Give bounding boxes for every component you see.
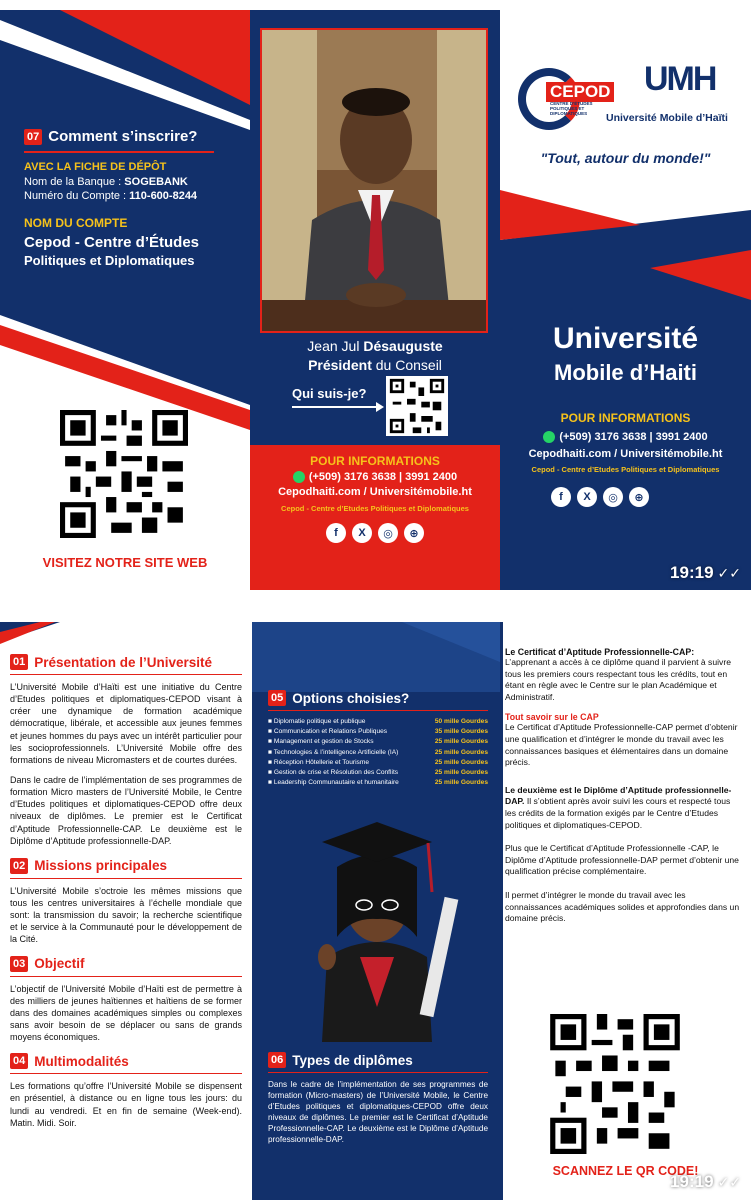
- bank-value: SOGEBANK: [124, 176, 188, 188]
- facebook-icon[interactable]: f: [551, 487, 571, 507]
- info-box: [250, 442, 500, 590]
- option-row: [268, 717, 488, 727]
- option-price: 25 mille Gourdes: [434, 758, 488, 766]
- x-icon[interactable]: X: [577, 487, 597, 507]
- option-name: Réception Hôtellerie et Tourisme: [273, 758, 369, 766]
- time-text: 19:19: [670, 1172, 714, 1191]
- section-presentation-heading: [10, 654, 242, 670]
- instagram-icon[interactable]: ◎: [378, 523, 398, 543]
- account-name-line2: Politiques et Diplomatiques: [24, 253, 195, 268]
- option-row: [268, 748, 488, 758]
- cover-phone-line: [500, 431, 751, 443]
- presentation-paragraph-2: Dans le cadre de l’implémentation de ses programmes de formation Micro masters de l’Université Mobile, le Centre d’Etudes politiques et diplomatiques-CEPOD offre deux niveaux de diplômes. Le premier est le Certificat d’Aptitude Professionnelle-CAP. Le deuxième est le Diplôme d’Aptitude professionnelle-DAP.: [10, 774, 242, 846]
- bullet-icon: ■: [268, 779, 274, 787]
- bullet-icon: ■: [268, 728, 274, 736]
- logo-umh: UMH: [644, 60, 716, 98]
- whatsapp-icon: [293, 471, 305, 483]
- cap-paragraph: L’apprenant a accès à ce diplôme quand il parvient à suivre tous les premiers cours respectant tous les crédits, tout en étant en règle avec le Centre sur le plan Académique et Administratif.: [505, 657, 731, 702]
- cover-info-title: POUR INFORMATIONS: [560, 411, 691, 425]
- bullet-icon: ■: [268, 758, 274, 766]
- option-row: [268, 768, 488, 778]
- read-check-icon: ✓✓: [717, 564, 741, 581]
- objective-paragraph: L’objectif de l’Université Mobile d’Haïti est de permettre à des milliers de jeunes haïtiennes et haïtiens de se former dans des domaines académiques simples ou complexes sans avoir besoin de se déplacer ou sans de grands moyens économiques.: [10, 983, 242, 1043]
- section-number: 07: [24, 129, 42, 145]
- panel-president: [250, 10, 500, 590]
- logo-subtitle: CENTRE D’ÉTUDES POLITIQUES ET DIPLOMATIQUES: [550, 101, 593, 116]
- info-title: POUR INFORMATIONS: [310, 454, 440, 468]
- globe-icon[interactable]: ⊕: [629, 487, 649, 507]
- president-qr-code[interactable]: [386, 376, 448, 436]
- section-title: Présentation de l’Université: [34, 654, 213, 670]
- section-title: Types de diplômes: [292, 1052, 413, 1068]
- missions-paragraph: L’Université Mobile s’octroie les mêmes missions que tous les centres universitaires à l’échelle mondiale que sont: la transmission du savoir; la recherche scientifique et le service à la Communauté pour le développement de la Cité.: [10, 885, 242, 945]
- president-last-name: Désauguste: [363, 338, 443, 354]
- graduate-photo: [282, 807, 472, 1042]
- option-name: Technologies & l’intelligence Artificielle (IA): [273, 748, 399, 756]
- account-line: [24, 190, 239, 202]
- option-name: Diplomatie politique et publique: [273, 718, 366, 725]
- instagram-icon[interactable]: ◎: [603, 487, 623, 507]
- section-title: Comment s’inscrire?: [48, 128, 198, 145]
- section-number: 02: [10, 858, 28, 874]
- cover-tagline: Cepod - Centre d’Etudes Politiques et Diplomatiques: [531, 465, 720, 474]
- option-price: 35 mille Gourdes: [434, 728, 488, 736]
- read-check-icon: ✓✓: [717, 1173, 741, 1190]
- divider: [268, 1072, 488, 1073]
- dap-bold: Le deuxième est le Diplôme d’Aptitude professionnelle-DAP.: [505, 784, 732, 807]
- section-objective-heading: [10, 956, 242, 972]
- panel-registration: [0, 10, 250, 590]
- option-name: Leadership Communautaire et humanitaire: [273, 779, 399, 787]
- option-row: [268, 737, 488, 747]
- panel-cover: [500, 10, 751, 590]
- column-border: [500, 622, 503, 1200]
- multimodal-paragraph: Les formations qu’offre l’Université Mobile se dispensent en présentiel, à distance ou en ligne tous les jours: du lundi au vendredi. Et en fin de semaine (Week-end). Matin. Midi. Soir.: [10, 1081, 242, 1128]
- message-timestamp: [670, 563, 741, 583]
- section-number: 05: [268, 690, 286, 706]
- option-price: 25 mille Gourdes: [434, 748, 488, 756]
- cepod-tagline: Cepod - Centre d’Etudes Politiques et Diplomatiques: [281, 504, 469, 513]
- arrow-icon: [292, 406, 382, 408]
- dap-paragraph: [505, 785, 741, 831]
- scan-qr-code[interactable]: [550, 1014, 680, 1154]
- cap-title: Le Certificat d’Aptitude Professionnelle-CAP:: [505, 647, 695, 657]
- president-name: [250, 338, 500, 354]
- message-timestamp: [670, 1172, 741, 1192]
- cover-phone-numbers: (+509) 3176 3638 | 3991 2400: [559, 431, 708, 443]
- cover-title-line2: Mobile d’Haiti: [554, 360, 697, 385]
- slogan: "Tout, autour du monde!": [540, 150, 711, 166]
- account-name-label: NOM DU COMPTE: [24, 216, 128, 230]
- account-name-line1: Cepod - Centre d’Études: [24, 234, 200, 251]
- brochure-outside: [0, 10, 751, 590]
- divider: [10, 674, 242, 675]
- section-title: Options choisies?: [292, 690, 410, 706]
- cover-title-line1: Université: [552, 322, 699, 355]
- website-urls[interactable]: Cepodhaiti.com / Universitémobile.ht: [278, 486, 472, 498]
- section-missions-heading: [10, 858, 242, 874]
- option-name: Communication et Relations Publiques: [273, 728, 388, 736]
- divider: [268, 710, 488, 711]
- bullet-icon: ■: [268, 738, 274, 746]
- time-text: 19:19: [670, 563, 714, 582]
- president-role-bold: Président: [308, 357, 372, 373]
- bank-line: [24, 176, 239, 188]
- president-role-light: du Conseil: [371, 357, 442, 373]
- option-price: 25 mille Gourdes: [434, 738, 488, 746]
- presentation-paragraph-1: L’Université Mobile d’Haïti est une initiative du Centre d’Etudes politiques et diplomatiques-CEPOD visant à créer une dynamique de formation académique démocratique, libérale, et accessible aux jeunes femmes et jeunes hommes du pays avec un intérêt particulier pour les socioprofessionnels. L’Université Mobile offre des formations de niveau Micromasters et de courtes durées.: [10, 682, 242, 765]
- president-first-name: Jean Jul: [307, 338, 364, 354]
- cap-info-paragraph: Le Certificat d’Aptitude Professionnelle-CAP permet d’obtenir une qualification et d’intégrer le monde du travail avec les connaissances basiques et élémentaires dans un domaine précis.: [505, 722, 738, 768]
- option-name: Gestion de crise et Résolution des Conflits: [273, 769, 399, 777]
- divider: [10, 1073, 242, 1074]
- dap-integration-paragraph: Il permet d’intégrer le monde du travail avec les connaissances académiques solides et approfondies dans un domaine précis.: [505, 889, 740, 924]
- section-options-heading: [268, 690, 488, 706]
- option-row: [268, 778, 488, 788]
- options-list: [268, 717, 488, 789]
- x-icon[interactable]: X: [352, 523, 372, 543]
- divider: [24, 151, 214, 153]
- president-photo: [260, 28, 488, 333]
- option-name: Management et gestion de Stocks: [273, 738, 374, 746]
- scan-qr-text: SCANNEZ LE QR CODE!: [552, 1164, 699, 1178]
- cover-website-urls[interactable]: Cepodhaiti.com / Universitémobile.ht: [528, 448, 723, 460]
- diplomas-paragraph: Dans le cadre de l’implémentation de ses programmes de formation (Micro-masters) de l’Université Mobile, le Centre d’Etudes politiques et diplomatiques-CEPOD offre deux niveaux de diplômes. Le premier est le Certificat d’Aptitude Professionnelle-CAP. Le deuxième est le Diplôme d’Aptitude professionnelle-DAP.: [268, 1080, 488, 1145]
- globe-icon[interactable]: ⊕: [404, 523, 424, 543]
- section-number: 01: [10, 654, 28, 670]
- panel-options: [252, 622, 500, 1200]
- facebook-icon[interactable]: f: [326, 523, 346, 543]
- brochure-inside: [0, 622, 751, 1200]
- option-row: [268, 758, 488, 768]
- phone-numbers: (+509) 3176 3638 | 3991 2400: [308, 471, 458, 483]
- section-register-heading: [24, 128, 239, 145]
- option-row: [268, 727, 488, 737]
- panel-diplomas: [500, 622, 751, 1200]
- bullet-icon: ■: [268, 718, 274, 725]
- cap-info-title: Tout savoir sur le CAP: [505, 712, 599, 723]
- section-title: Objectif: [34, 956, 85, 972]
- divider: [10, 976, 242, 977]
- who-am-i-label: Qui suis-je?: [292, 386, 367, 401]
- section-number: 06: [268, 1052, 286, 1068]
- deposit-label: AVEC LA FICHE DE DÉPÔT: [24, 161, 167, 173]
- option-price: 50 mille Gourdes: [434, 718, 488, 725]
- phone-line: [250, 471, 500, 483]
- section-diplomas-heading: [268, 1052, 488, 1068]
- option-price: 25 mille Gourdes: [434, 779, 488, 787]
- section-number: 03: [10, 956, 28, 972]
- divider: [10, 878, 242, 879]
- option-price: 25 mille Gourdes: [434, 769, 488, 777]
- logo-cepod: CEPOD: [546, 82, 614, 102]
- social-links: [250, 523, 500, 543]
- president-role: [250, 357, 500, 373]
- dap-complement-paragraph: Plus que le Certificat d’Aptitude Professionnelle -CAP, le Diplôme d’Aptitude professionnelle-DAP permet d’obtenir une qualification précise complémentaire.: [505, 843, 739, 877]
- arrow-head-icon: [376, 402, 384, 412]
- dap-text: Il s’obtient après avoir suivi les cours et respecté tous les crédits de la formation exigés par le Centre d’Etudes politiques et diplomatiques-CEPOD.: [505, 796, 731, 830]
- cover-social-links: [500, 487, 700, 507]
- website-qr-code[interactable]: [60, 410, 188, 538]
- section-multimodal-heading: [10, 1053, 242, 1069]
- whatsapp-icon: [543, 431, 555, 443]
- panel-presentation: [0, 622, 252, 1200]
- account-label: Numéro du Compte :: [24, 190, 130, 202]
- account-value: 110-600-8244: [129, 190, 198, 202]
- visit-website-text: VISITEZ NOTRE SITE WEB: [42, 555, 208, 570]
- logo-university-name: Université Mobile d’Haïti: [606, 112, 728, 124]
- bullet-icon: ■: [268, 769, 274, 777]
- bullet-icon: ■: [268, 748, 274, 756]
- section-title: Multimodalités: [34, 1053, 129, 1069]
- logo: [518, 60, 733, 145]
- bank-label: Nom de la Banque :: [24, 176, 125, 188]
- section-title: Missions principales: [34, 858, 168, 874]
- section-number: 04: [10, 1053, 28, 1069]
